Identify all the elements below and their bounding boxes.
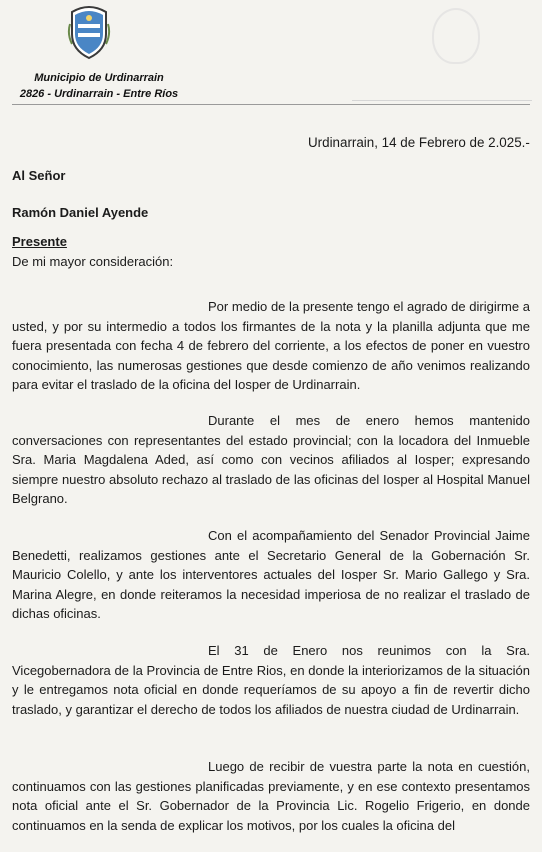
body-paragraph-5: Luego de recibir de vuestra parte la nota en cuestión, continuamos con las gestiones planificadas previamente, y en ese contexto presentamos nota oficial ante el Sr. Gobernador de la Provincia Lic. Rogelio Frigerio, en donde continuamos en la senda de explicar los motivos, por los cuales la oficina del	[12, 759, 530, 833]
letterhead	[18, 70, 180, 102]
letterhead-municipality: Municipio de Urdinarrain	[34, 72, 164, 84]
bleed-through-logo	[432, 8, 480, 64]
greeting: De mi mayor consideración:	[12, 254, 174, 269]
municipal-coat-of-arms-icon	[66, 4, 112, 60]
letterhead-address: 2826 - Urdinarrain - Entre Ríos	[19, 88, 179, 100]
body-paragraph-2: Durante el mes de enero hemos mantenido conversaciones con representantes del estado provincial; con la locadora del Inmueble Sra. Maria Magdalena Aded, así como con vecinos afiliados al Iosper; expresando siempre nuestro absoluto rechazo al traslado de las oficinas del Iosper al Hospital Manuel Belgrano.	[12, 413, 530, 507]
presente-heading: Presente	[12, 234, 67, 249]
body-paragraph-4: El 31 de Enero nos reunimos con la Sra. Vicegobernadora de la Provincia de Entre Rios, en donde la interiorizamos de la situación y le entregamos nota oficial en donde requeríamos de su apoyo a fin de revertir dicho traslado, y garantizar el derecho de todos los afiliados de nuestra ciudad de Urdinarrain.	[12, 643, 530, 717]
body-paragraph-3: Con el acompañamiento del Senador Provincial Jaime Benedetti, realizamos gestiones ante el Secretario General de la Gobernación Sr. Mauricio Colello, y ante los interventores actuales del Iosper Sr. Mario Gallego y Sra. Marina Alegre, en donde reiteramos la necesidad imperiosa de no realizar el traslado de dichas oficinas.	[12, 528, 530, 622]
date-line: Urdinarrain, 14 de Febrero de 2.025.-	[308, 135, 530, 150]
bleed-through-rule	[352, 100, 532, 101]
addressee-name: Ramón Daniel Ayende	[12, 205, 149, 220]
body-paragraph-1: Por medio de la presente tengo el agrado de dirigirme a usted, y por su intermedio a todos los firmantes de la nota y la planilla adjunta que me fuera presentada con fecha 4 de febrero del corriente, a los efectos de poner en vuestro conocimiento, las numerosas gestiones que desde comienzo de año venimos realizando para evitar el traslado de la oficina del Iosper de Urdinarrain.	[12, 299, 530, 393]
addressee-salutation: Al Señor	[12, 168, 66, 183]
header-divider	[12, 104, 530, 105]
